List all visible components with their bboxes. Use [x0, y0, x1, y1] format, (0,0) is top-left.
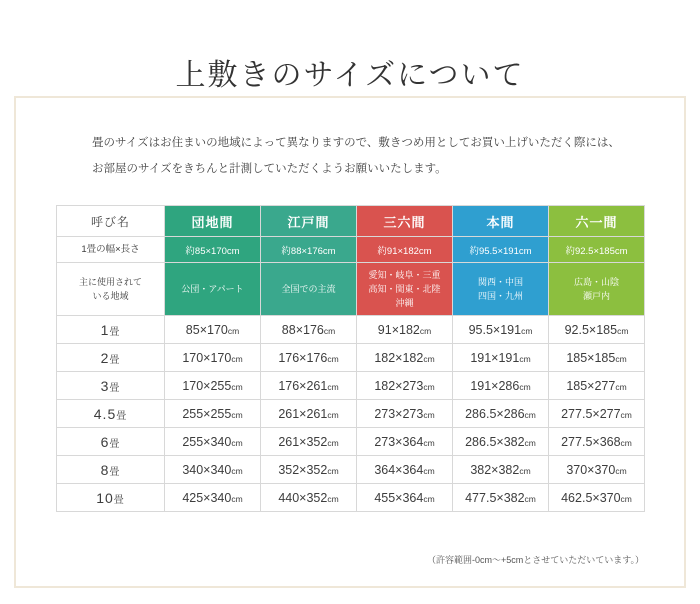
size-value: 370×370 [566, 462, 616, 477]
area-line: 高知・関東・北陸 [368, 284, 441, 294]
size-value: 277.5×277 [561, 406, 621, 421]
cell-unit-size-sanrokuma: 約91×182cm [357, 237, 453, 263]
size-value: 95.5×191 [468, 322, 522, 337]
cell-tatami-count [57, 400, 165, 428]
row-label-areas [57, 263, 165, 316]
size-unit: cm [231, 493, 243, 504]
count-unit: 畳 [109, 354, 121, 366]
count-unit: 畳 [116, 410, 128, 422]
size-unit: cm [327, 465, 339, 476]
size-unit: cm [231, 409, 243, 420]
cell-size-value [261, 428, 357, 456]
table-row [57, 372, 645, 400]
size-unit: cm [524, 493, 536, 504]
lead-line-2: お部屋のサイズをきちんと計測していただくようお願いいたします。 [92, 163, 447, 175]
cell-areas-edoma [261, 263, 357, 316]
area-line: 関西・中国 [477, 277, 523, 287]
cell-size-value [453, 344, 549, 372]
size-unit: cm [423, 465, 435, 476]
size-value: 477.5×382 [465, 490, 525, 505]
table-row-areas [57, 263, 645, 316]
size-value: 425×340 [182, 490, 232, 505]
cell-unit-size-edoma: 約88×176cm [261, 237, 357, 263]
cell-areas-honma [453, 263, 549, 316]
size-unit: cm [615, 465, 627, 476]
size-unit: cm [327, 353, 339, 364]
cell-size-value [453, 484, 549, 512]
table-row [57, 316, 645, 344]
cell-size-value [261, 316, 357, 344]
size-unit: cm [519, 353, 531, 364]
cell-tatami-count [57, 316, 165, 344]
size-value: 92.5×185 [564, 322, 618, 337]
cell-unit-size-honma: 約95.5×191cm [453, 237, 549, 263]
table-row [57, 428, 645, 456]
cell-size-value [165, 316, 261, 344]
cell-size-value [165, 372, 261, 400]
count-number: 1 [100, 321, 110, 338]
size-unit: cm [615, 381, 627, 392]
area-line: 瀬戸内 [582, 291, 610, 301]
count-number: 2 [100, 349, 110, 366]
lead-text [92, 130, 620, 182]
size-value: 261×261 [278, 406, 328, 421]
cell-size-value [261, 456, 357, 484]
size-unit: cm [423, 353, 435, 364]
size-value: 261×352 [278, 434, 328, 449]
row-label-areas-line-1: 主に使用されて [78, 277, 142, 287]
cell-tatami-count [57, 456, 165, 484]
size-value: 88×176 [281, 322, 324, 337]
header-cell-danchima: 団地間 [165, 206, 261, 237]
cell-size-value [165, 344, 261, 372]
size-value: 191×191 [470, 350, 520, 365]
cell-size-value [549, 344, 645, 372]
cell-size-value [165, 428, 261, 456]
cell-size-value [453, 456, 549, 484]
size-unit: cm [519, 381, 531, 392]
size-unit: cm [524, 409, 536, 420]
count-number: 8 [100, 461, 110, 478]
cell-size-value [549, 484, 645, 512]
table-row [57, 484, 645, 512]
table-row [57, 456, 645, 484]
size-unit: cm [423, 493, 435, 504]
size-unit: cm [617, 325, 629, 336]
size-unit: cm [620, 409, 632, 420]
area-line: 沖縄 [395, 298, 414, 308]
cell-size-value [261, 484, 357, 512]
size-value: 255×340 [182, 434, 232, 449]
count-unit: 畳 [109, 326, 121, 338]
count-number: 10 [96, 489, 114, 506]
cell-size-value [165, 484, 261, 512]
size-value: 364×364 [374, 462, 424, 477]
size-value: 277.5×368 [561, 434, 621, 449]
cell-size-value [549, 456, 645, 484]
size-value: 286.5×286 [465, 406, 525, 421]
size-unit: cm [423, 437, 435, 448]
cell-size-value [453, 428, 549, 456]
size-value: 182×182 [374, 350, 424, 365]
count-unit: 畳 [113, 494, 125, 506]
cell-size-value [261, 400, 357, 428]
size-value: 273×273 [374, 406, 424, 421]
size-value: 185×185 [566, 350, 616, 365]
count-unit: 畳 [109, 438, 121, 450]
size-value: 286.5×382 [465, 434, 525, 449]
size-unit: cm [423, 409, 435, 420]
size-value: 462.5×370 [561, 490, 621, 505]
cell-tatami-count [57, 428, 165, 456]
size-unit: cm [524, 437, 536, 448]
page-title: 上敷きのサイズについて [175, 58, 525, 94]
size-value: 255×255 [182, 406, 232, 421]
header-cell-edoma: 江戸間 [261, 206, 357, 237]
size-value: 352×352 [278, 462, 328, 477]
count-unit: 畳 [109, 382, 121, 394]
size-value: 85×170 [185, 322, 228, 337]
cell-size-value [549, 428, 645, 456]
size-unit: cm [231, 465, 243, 476]
cell-areas-sanrokuma [357, 263, 453, 316]
cell-size-value [357, 372, 453, 400]
size-value: 455×364 [374, 490, 424, 505]
size-unit: cm [231, 353, 243, 364]
cell-size-value [357, 400, 453, 428]
row-label-areas-line-2: いる地域 [92, 291, 129, 301]
cell-areas-rokuichima [549, 263, 645, 316]
size-unit: cm [620, 493, 632, 504]
cell-size-value [453, 400, 549, 428]
size-unit: cm [615, 353, 627, 364]
header-cell-rokuichima: 六一間 [549, 206, 645, 237]
cell-size-value [357, 456, 453, 484]
count-number: 6 [100, 433, 110, 450]
cell-size-value [261, 372, 357, 400]
size-unit: cm [327, 493, 339, 504]
lead-line-1: 畳のサイズはお住まいの地域によって異なりますので、敷きつめ用としてお買い上げいただく際には、 [92, 137, 620, 149]
cell-size-value [549, 372, 645, 400]
size-value: 170×255 [182, 378, 232, 393]
size-unit: cm [227, 325, 240, 336]
size-value: 176×176 [278, 350, 328, 365]
cell-areas-danchima [165, 263, 261, 316]
cell-size-value [357, 316, 453, 344]
row-label-unit-size: 1畳の幅×長さ [57, 237, 165, 263]
table-header-row [57, 206, 645, 237]
size-value: 440×352 [278, 490, 328, 505]
count-number: 4.5 [93, 405, 117, 422]
size-value: 382×382 [470, 462, 520, 477]
size-value: 91×182 [377, 322, 420, 337]
cell-size-value [549, 400, 645, 428]
size-value: 273×364 [374, 434, 424, 449]
size-unit: cm [423, 381, 435, 392]
cell-size-value [453, 316, 549, 344]
cell-unit-size-danchima: 約85×170cm [165, 237, 261, 263]
size-value: 170×170 [182, 350, 232, 365]
size-unit: cm [231, 381, 243, 392]
size-unit: cm [519, 465, 531, 476]
size-value: 191×286 [470, 378, 520, 393]
size-unit: cm [327, 409, 339, 420]
header-cell-name: 呼び名 [57, 206, 165, 237]
cell-unit-size-rokuichima: 約92.5×185cm [549, 237, 645, 263]
size-unit: cm [521, 325, 533, 336]
size-value: 176×261 [278, 378, 328, 393]
header-cell-sanrokuma: 三六間 [357, 206, 453, 237]
cell-size-value [549, 316, 645, 344]
cell-size-value [165, 456, 261, 484]
cell-tatami-count [57, 484, 165, 512]
size-unit: cm [323, 325, 336, 336]
area-line: 広島・山陰 [573, 277, 619, 287]
cell-size-value [357, 344, 453, 372]
size-unit: cm [327, 437, 339, 448]
cell-size-value [357, 428, 453, 456]
cell-size-value [453, 372, 549, 400]
size-unit: cm [327, 381, 339, 392]
size-value: 182×273 [374, 378, 424, 393]
size-unit: cm [231, 437, 243, 448]
table-row-unit-size [57, 237, 645, 263]
cell-size-value [165, 400, 261, 428]
size-value: 185×277 [566, 378, 616, 393]
tatami-size-table [56, 205, 645, 512]
size-value: 340×340 [182, 462, 232, 477]
area-line: 四国・九州 [477, 291, 523, 301]
header-cell-honma: 本間 [453, 206, 549, 237]
table-row [57, 400, 645, 428]
area-line: 公団・アパート [181, 284, 244, 294]
count-unit: 畳 [109, 466, 121, 478]
table-row [57, 344, 645, 372]
size-unit: cm [620, 437, 632, 448]
area-line: 全国での主流 [281, 284, 336, 294]
count-number: 3 [100, 377, 110, 394]
cell-size-value [357, 484, 453, 512]
cell-size-value [261, 344, 357, 372]
size-unit: cm [419, 325, 432, 336]
cell-tatami-count [57, 344, 165, 372]
cell-tatami-count [57, 372, 165, 400]
tolerance-note: （許容範囲-0cm〜+5cmとさせていただいています。） [426, 555, 644, 565]
area-line: 愛知・岐阜・三重 [368, 270, 441, 280]
